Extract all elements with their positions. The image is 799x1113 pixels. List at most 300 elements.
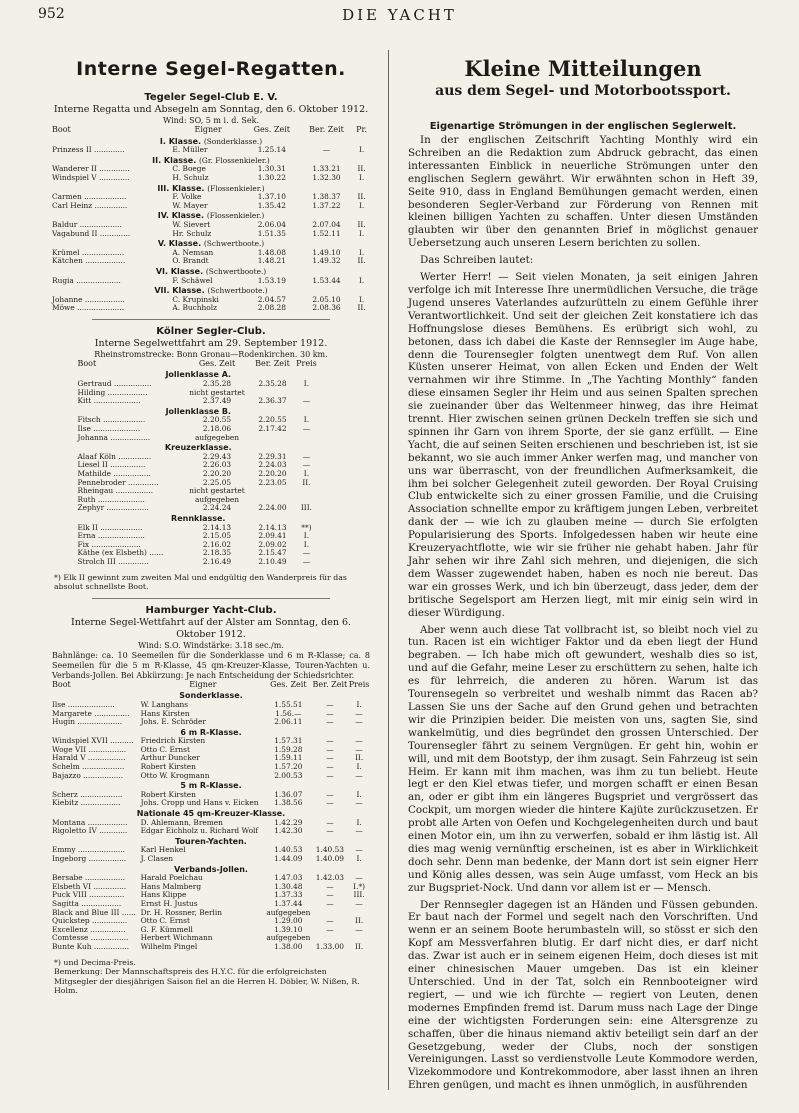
value-cell: aufgegeben — [195, 432, 240, 442]
table-row — [52, 799, 370, 808]
value-cell: 2.20.20 — [258, 469, 287, 478]
club-title: Hamburger Yacht-Club. — [145, 604, 277, 616]
column-header: Ber. Zeit — [309, 125, 344, 134]
table-row — [77, 397, 319, 406]
value-cell: W. Sievert — [172, 219, 211, 229]
boat-cell: Vagabund II ............. — [52, 228, 131, 238]
boat-cell: Quickstep ............... — [52, 916, 128, 926]
value-cell: — — [302, 460, 311, 470]
boat-cell: Rigoletto IV ............ — [52, 826, 128, 836]
value-cell: — — [326, 744, 334, 754]
boat-cell: Hugin ................... — [52, 717, 123, 727]
class-heading: Verbands-Jollen. — [174, 864, 248, 874]
boat-cell: Carmen .................. — [52, 192, 127, 202]
results-table-hamburger — [52, 681, 370, 952]
value-cell: — — [355, 826, 363, 836]
column-header: Boot — [52, 125, 71, 134]
value-cell: H. Schulz — [172, 172, 209, 182]
value-cell: II. — [357, 219, 366, 229]
article-paragraph: In der englischen Zeitschrift Yachting Monthly wird ein Schreiben an die Redaktion zum Abdruck gebracht, das einen interessanten Einblick in neuerliche Strömungen unter den englischen Seglern gewährt. Wir erwähnten schon in Heft 39, Seite 910, dass in England Bemühungen gemacht werden, einen besonderen Segler-Verband zur Förderung von Rennen mit kleinen billigen Yachten zu schaffen. Unter diesen Umständen glaubten wir über den genannten Brief in möglichst genauer Uebersetzung auch unseren Lesern berichten zu sollen. — [408, 134, 758, 250]
value-cell: 1.48.21 — [257, 256, 286, 266]
value-cell: A. Buchholz — [172, 303, 218, 313]
boat-cell: Johanne ................. — [52, 294, 125, 304]
value-cell: 1.42.30 — [274, 826, 303, 836]
value-cell: — — [326, 789, 334, 799]
boat-cell: Ruth .................... — [77, 494, 145, 504]
boat-cell: Rheingau ................ — [77, 486, 154, 496]
value-cell: I. — [356, 854, 362, 863]
article-paragraph: Der Rennsegler dagegen ist an Händen und Füssen gebunden. Er baut nach der Formel und segelt nach den Vorschriften. Und wenn er an seinem Boote herumbasteln will, so stösst er sich den Kopf am Messverfahren blutig. Er darf nicht dies, er darf nicht das. Zwar ist auch er in seinem eigenen Heim, doch dieses ist mit einer chinesischen Mauer umgeben. Das ist ein kleiner Unterschied. Und in der Tat, solch ein Rennbooteigner wird regiert, — und wie ich fürchte — regiert von Leuten, denen modernes Empfinden fremd ist. Darum muss nach Lage der Dinge eine der wichtigsten Forderungen sein: eine Altersgrenze zu schaffen, über die hinaus niemand aktiv beteiligt sein darf an der Gesetzgebung, weder der Clubs, noch der sonstigen Vereinigungen. Lasst so verdienstvolle Leute Kommodore werden, Vizekommodore und Kontrekommodore, aber lasst ihnen an ihren Ehren genügen, und macht es ihnen unmöglich, in ausführenden — [408, 898, 758, 1092]
class-heading: II. Klasse. (Gr. Flossenkieler.) — [152, 155, 270, 165]
footnote: *) Elk II gewinnt zum zweiten Mal und endgültig den Wanderpreis für das absolut schnellste Boot. — [54, 572, 347, 592]
boat-cell: Scherz .................. — [52, 789, 123, 799]
table-header-row — [52, 126, 370, 136]
news-title: Kleine Mitteilungen — [464, 56, 702, 81]
boat-cell: Liesel II ............... — [77, 460, 146, 470]
class-heading: Kreuzerklasse. — [164, 443, 232, 453]
value-cell: Robert Kirsten — [140, 789, 196, 799]
class-heading-row — [77, 513, 319, 524]
course-info: Rheinstromstrecke: Bonn Gronau—Rodenkirchen. 30 km. — [94, 349, 328, 359]
value-cell: 1.56.— — [275, 708, 302, 718]
value-cell: — — [326, 770, 334, 780]
value-cell: I. — [358, 172, 365, 182]
table-row — [52, 943, 370, 952]
class-heading: Jollenklasse B. — [165, 406, 231, 416]
value-cell: 1.40.53 — [274, 845, 303, 855]
value-cell: 2.15.05 — [202, 531, 232, 541]
value-cell: 2.08.36 — [312, 303, 341, 313]
wind-info: Wind: S.O. Windstärke: 3.18 sec./m. — [138, 640, 284, 650]
table-row — [52, 772, 370, 781]
boat-cell: Hilding ................. — [77, 387, 148, 397]
value-cell: 1.30.48 — [274, 881, 303, 891]
value-cell: 2.14.13 — [258, 522, 287, 532]
section-rule — [92, 598, 330, 599]
class-note: (Schwertboote.) — [207, 286, 268, 296]
table-header-row — [52, 681, 370, 691]
page-number: 952 — [38, 6, 65, 22]
value-cell: — — [355, 744, 363, 754]
value-cell: II. — [355, 941, 364, 951]
value-cell: Arthur Duncker — [140, 753, 200, 763]
value-cell: II. — [357, 256, 366, 266]
boat-cell: Rugia ................... — [52, 275, 121, 285]
class-heading: IV. Klasse. (Flossenkieler.) — [157, 211, 265, 221]
value-cell: 1.35.42 — [257, 200, 286, 210]
value-cell: I. — [356, 817, 362, 827]
value-cell: 2.29.31 — [258, 451, 287, 461]
value-cell: Edgar Eichholz u. Richard Wolf — [140, 826, 259, 836]
club-subtitle: Interne Regatta und Absegeln am Sonntag, den 6. Oktober 1912. — [53, 104, 369, 115]
class-note: (Schwertboote.) — [203, 239, 265, 249]
class-heading: Sonderklasse. — [179, 691, 243, 701]
page-header — [0, 6, 799, 26]
table-row — [77, 558, 319, 567]
results-table-tegeler — [52, 126, 370, 313]
value-cell: 2.25.05 — [202, 477, 232, 487]
value-cell: 2.15.47 — [258, 548, 287, 558]
value-cell: 1.51.35 — [257, 228, 286, 238]
value-cell: 1.37.44 — [274, 898, 303, 908]
value-cell: 2.05.10 — [312, 294, 341, 304]
value-cell: nicht gestartet — [189, 486, 245, 496]
value-cell: 2.20.55 — [258, 415, 287, 425]
value-cell — [251, 487, 294, 496]
value-cell: III. — [353, 890, 365, 900]
boat-cell: Zephyr .................. — [77, 503, 149, 513]
column-header: Boot — [77, 358, 97, 368]
class-note: (Flossenkieler.) — [207, 183, 265, 193]
value-cell: — — [302, 556, 311, 566]
value-cell: — — [326, 898, 334, 908]
value-cell: 1.33.21 — [312, 164, 341, 174]
running-title: DIE YACHT — [342, 6, 457, 24]
value-cell: I. — [358, 200, 365, 210]
value-cell: 1.48.08 — [257, 247, 286, 257]
class-heading: III. Klasse. (Flossenkieler.) — [157, 183, 265, 193]
value-cell: — — [326, 916, 334, 926]
boat-cell: Wanderer II ............. — [52, 164, 130, 174]
value-cell — [251, 434, 294, 443]
value-cell: 1.40.09 — [315, 854, 344, 863]
value-cell: 2.07.04 — [312, 219, 341, 229]
boat-cell: Mathilde ................ — [77, 469, 151, 478]
boat-cell: Bunte Kuh ............... — [52, 941, 130, 951]
value-cell: — — [302, 424, 311, 434]
club-subtitle: Interne Segel-Wettfahrt auf der Alster am Sonntag, den 6. Oktober 1912. — [70, 616, 352, 640]
value-cell: I. — [358, 294, 365, 304]
boat-cell: Pennebroder ............. — [77, 477, 159, 487]
value-cell: Ernst H. Justus — [140, 898, 198, 908]
value-cell: I. — [358, 247, 365, 257]
class-heading: 6 m R-Klasse. — [180, 727, 242, 737]
value-cell: 1.37.10 — [257, 192, 286, 202]
value-cell: I. — [303, 531, 310, 541]
value-cell: 2.16.02 — [202, 539, 232, 549]
column-header: Ges. Zeit — [198, 358, 236, 368]
boat-cell: Sagitta ................. — [52, 898, 122, 908]
value-cell: — — [326, 717, 334, 727]
value-cell: II. — [357, 192, 366, 202]
value-cell: II. — [355, 753, 364, 763]
boat-cell: Kätchen ................. — [52, 256, 126, 266]
boat-cell: Schelm .................. — [52, 762, 125, 772]
value-cell: 1.57.31 — [274, 736, 303, 746]
value-cell: III. — [300, 503, 312, 513]
value-cell: Hans Malmberg — [140, 881, 202, 891]
class-note: (Flossenkieler.) — [206, 211, 265, 221]
value-cell: 2.29.43 — [202, 451, 232, 461]
class-note: (Schwertboote.) — [205, 266, 267, 276]
boat-cell: Montana ................. — [52, 817, 128, 827]
value-cell: 2.26.03 — [202, 460, 232, 470]
value-cell: aufgegeben — [195, 494, 240, 504]
value-cell: — — [326, 762, 334, 772]
boat-cell: Windspiel XVII .......... — [52, 736, 134, 746]
table-row — [52, 827, 370, 836]
value-cell: 2.09.41 — [258, 531, 287, 541]
value-cell: — — [355, 798, 363, 808]
article-title: Eigenartige Strömungen in der englischen Seglerwelt. — [429, 121, 737, 132]
value-cell — [294, 434, 319, 443]
column-header: Eigner — [189, 679, 217, 689]
value-cell: W. Langhans — [140, 699, 189, 709]
section-rule — [92, 319, 330, 320]
value-cell: 1.30.22 — [257, 172, 286, 182]
boat-cell: Krümel .................. — [52, 247, 125, 257]
class-heading: 5 m R-Klasse. — [180, 781, 242, 791]
boat-cell: Puck VIII ............... — [52, 890, 125, 900]
table-row — [52, 304, 370, 313]
value-cell: 2.18.06 — [202, 424, 232, 434]
boat-cell: Carl Heinz .............. — [52, 200, 128, 210]
boat-cell: Windspiel V ............. — [52, 172, 130, 182]
value-cell: 1.33.00 — [315, 941, 344, 951]
value-cell: 1.49.32 — [312, 256, 341, 266]
boat-cell: Bersabe ................. — [52, 873, 125, 883]
value-cell: 1.57.20 — [274, 762, 303, 772]
column-divider — [388, 50, 389, 1090]
value-cell: 1.44.09 — [274, 854, 303, 863]
article-body — [408, 134, 758, 1092]
value-cell: II. — [357, 303, 366, 313]
boat-cell: Gertraud ................ — [77, 379, 152, 389]
value-cell: Johs. Cropp und Hans v. Eicken — [140, 798, 259, 808]
value-cell: I. — [303, 469, 310, 478]
boat-cell: Käthe (ex Elsbeth) ...... — [77, 548, 164, 558]
value-cell: 2.10.49 — [258, 556, 287, 566]
column-header: Ber. Zeit — [312, 679, 348, 689]
value-cell: 1.37.33 — [274, 890, 303, 900]
value-cell: 2.24.00 — [258, 503, 287, 513]
boat-cell: Johanna ................. — [77, 432, 151, 442]
value-cell: — — [355, 924, 363, 934]
class-heading: Jollenklasse A. — [165, 370, 232, 380]
column-header: Preis — [348, 679, 370, 689]
boat-cell: Erna .................... — [77, 531, 145, 541]
value-cell: O. Brandt — [172, 256, 209, 266]
column-header: Boot — [52, 679, 71, 689]
value-cell: 2.00.53 — [274, 770, 303, 780]
value-cell: 1.40.53 — [315, 845, 344, 855]
boat-cell: Elk II .................. — [77, 522, 143, 532]
value-cell: W. Mayer — [172, 200, 208, 210]
value-cell: E. Müller — [172, 145, 208, 155]
value-cell: 2.08.28 — [257, 303, 286, 313]
value-cell: Hans Klippe — [140, 890, 187, 900]
value-cell: 2.14.13 — [202, 522, 232, 532]
club-title: Tegeler Segel-Club E. V. — [144, 92, 278, 103]
value-cell: — — [302, 451, 311, 461]
value-cell: Herbert Wichmann — [140, 933, 213, 943]
value-cell: 2.36.37 — [258, 396, 287, 406]
value-cell: 2.18.35 — [202, 548, 232, 558]
column-header: Pr. — [356, 125, 368, 134]
article-paragraph: Aber wenn auch diese Tat vollbracht ist, so bleibt noch viel zu tun. Racen ist ein wichtiger Faktor und da eben liegt der Hund begraben. — Ich habe mich oft gewundert, weshalb dies so ist, und auf die Gefahr, meine Leser zu erschüttern zu sehen, halte ich es für lehrreich, die anderen zu hören. Warum ist das Tourensegeln so verbreitet und weshalb nimmt das Racen ab? Lassen Sie uns der Sache auf den Grund gehen und betrachten wir die Prinzipien beider. Die meisten von uns, sagten Sie, sind wankelmütig, und dies begründet den grossen Unterschied. Der Tourensegler fährt zu seinem Vergnügen. Er geht hin, wohin er will, und mit dem Bootstyp, der ihm zusagt. Sein Fahrzeug ist sein Heim. Er kann mit ihm machen, was ihm zu tun beliebt. Heute legt er den Kiel etwas tiefer, und morgen schafft er einen Besan an, oder er gibt ihm ein längeres Bugspriet und vergrössert das Cockpit, um morgen wieder die hintere Kajüte zurückzusetzen. Er probt alle Arten von Oefen und Kochgelegenheiten durch und baut einen Motor ein, um ihn zu verwerfen, sobald er ihm lästig ist. All dies mag wenig vernünftig erscheinen, ist es aber in Wirklichkeit doch sehr. Denn man bedenke, der Mann dort ist sein eigner Herr und König alles dessen, was sein Auge umfasst, vom Heck an bis zur Bugspriet-Nock. Und dann vor allem ist er — Mensch. — [408, 623, 758, 894]
value-cell: — — [302, 396, 311, 406]
footnote: *) und Decima-Preis. — [54, 957, 136, 967]
value-cell: 1.37.22 — [312, 200, 341, 210]
right-column — [408, 50, 758, 1092]
value-cell: — — [355, 873, 363, 883]
value-cell: 1.38.56 — [274, 798, 303, 808]
value-cell: — — [326, 753, 334, 763]
column-header: Ber. Zeit — [255, 358, 290, 368]
value-cell: 1.30.31 — [257, 164, 286, 174]
value-cell: — — [355, 770, 363, 780]
value-cell: Otto C. Ernst — [140, 916, 190, 926]
table-row — [77, 504, 319, 513]
value-cell: 2.37.49 — [202, 396, 232, 406]
value-cell: 1.53.44 — [312, 275, 341, 285]
value-cell: 2.04.57 — [257, 294, 286, 304]
value-cell: 1.29.00 — [274, 916, 303, 926]
value-cell: Wilhelm Pingel — [140, 941, 198, 951]
value-cell: aufgegeben — [266, 907, 311, 917]
value-cell: — — [326, 890, 334, 900]
table-row — [52, 230, 370, 239]
value-cell: I. — [303, 539, 310, 549]
boat-cell: Ilse .................... — [52, 699, 115, 709]
value-cell: — — [355, 708, 363, 718]
class-heading: I. Klasse. (Sonderklasse.) — [159, 136, 263, 146]
value-cell: **) — [301, 522, 312, 532]
value-cell: — — [326, 736, 334, 746]
boat-cell: Prinzess II ............. — [52, 145, 125, 155]
boat-cell: Möwe .................... — [52, 303, 125, 313]
value-cell: F. Schäwel — [172, 275, 213, 285]
boat-cell: Margarete ............... — [52, 708, 130, 718]
value-cell: 2.06.11 — [274, 717, 303, 727]
hamburger-section — [52, 605, 370, 996]
article-paragraph: Das Schreiben lautet: — [420, 254, 534, 267]
value-cell — [294, 487, 319, 496]
table-row — [52, 202, 370, 211]
article-paragraph: Werter Herr! — Seit vielen Monaten, ja seit einigen Jahren verfolge ich mit Interesse Ihre unermüdlichen Versuche, die träge Jugend unseres Vaterlandes aufzurütteln zu einem Gefühle ihrer Verantwortlichkeit. Und seit der gleichen Zeit konstatiere ich das Hoffnungslose dieses Bemühens. Es erübrigt sich wohl, zu betonen, dass ich dabei die Kaste der Rennsegler im Auge habe, denn die Tourensegler folgten unentwegt dem Ruf. Von allen Küsten unserer Heimat, von allen Ecken und Enden der Welt vernahmen wir ihre Stimme. In „The Yachting Monthly“ fanden diese einsamen Segler ihr Heim und aus seinen Spalten sprechen sie zueinander über das Weltenmeer hinweg, das ihre Heimat trennt. Hier zwischen seinen grünen Deckeln treffen sie sich und spinnen ihr Garn von ihrem Sporte, der sie ganz erfüllt. — Eine Yacht, die auf seinen Seiten erschienen und beschrieben ist, ist sie bekannt, wo sie auch immer Anker werfen mag, und mancher von uns war überrascht, von der freundlichen Aufmerksamkeit, die ihm bei solcher Gelegenheit zuteil geworden. Der Royal Cruising Club entwickelte sich zu einer grossen Familie, und die Cruising Association schnellte empor zu kräftigem jungen Leben, verbreitet dank der — wie ich zu glauben meine — durch Sie erfolgten Popularisierung des Sports. Infolgedessen haben wir heute eine Kreuzeryachtflotte, wie wir sie früher nie gehabt haben. Jahr für Jahr sehen wir ihre Zahl sich mehren, und diejenigen, die sich dem Wasser zugewendet haben, haben es noch nie bereut. Das war ein grosses Werk, und ich bin überzeugt, dass jeder, dem der britische Segelsport am Herzen liegt, mit mir einig sein wird in dieser Würdigung. — [408, 271, 758, 619]
value-cell: Johs. E. Schröder — [140, 717, 206, 727]
boat-cell: Emmy .................... — [52, 845, 125, 855]
remark: Bemerkung: Der Mannschaftspreis des H.Y.C. für die erfolgreichsten Mitgsegler der diesjährigen Saison fiel an die Herren H. Döbler, W. Nißen, R. Holm. — [54, 967, 360, 996]
value-cell: 1.59.11 — [274, 753, 303, 763]
value-cell: 2.24.03 — [258, 460, 287, 470]
value-cell: — — [355, 717, 363, 727]
boat-cell: Baldur .................. — [52, 219, 122, 229]
class-note: (Gr. Flossenkieler.) — [199, 155, 270, 165]
boat-cell: Elsbeth VI .............. — [52, 881, 127, 891]
value-cell: 1.25.14 — [257, 145, 286, 155]
boat-cell: Fix ..................... — [77, 539, 141, 549]
boat-cell: Harald V ................ — [52, 753, 126, 763]
value-cell: — — [326, 924, 334, 934]
value-cell: G. F. Kümmell — [140, 924, 193, 934]
boat-cell: Comtesse ................ — [52, 933, 129, 943]
value-cell: I. — [356, 789, 362, 799]
value-cell: 1.42.29 — [274, 817, 303, 827]
value-cell: I. — [356, 699, 362, 709]
value-cell: — — [326, 798, 334, 808]
class-heading: VI. Klasse. (Schwertboote.) — [155, 266, 267, 276]
column-header: Eigner — [194, 125, 222, 134]
value-cell: Robert Kirsten — [140, 762, 196, 772]
value-cell: 2.23.05 — [258, 477, 287, 487]
club-subtitle: Interne Segelwettfahrt am 29. September 1912. — [94, 337, 328, 349]
value-cell: Otto C. Ernst — [140, 744, 190, 754]
section-title: Interne Segel-Regatten. — [76, 58, 346, 80]
boat-cell: Strolch III ............. — [77, 556, 149, 566]
table-header-row — [77, 360, 319, 370]
value-cell: I. — [356, 762, 362, 772]
boat-cell: Kiebitz ................. — [52, 798, 121, 808]
boat-cell: Alaaf Köln .............. — [77, 451, 152, 461]
value-cell: 2.20.55 — [202, 415, 232, 425]
column-header: Ges. Zeit — [253, 125, 291, 134]
boat-cell: Black and Blue III ...... — [52, 907, 136, 917]
value-cell: I. — [358, 145, 365, 155]
value-cell: — — [326, 699, 334, 709]
value-cell: — — [355, 736, 363, 746]
course-length: Bahnlänge: ca. 10 Seemeilen für die Sonderklasse und 6 m R-Klasse; ca. 8 Seemeilen für die 5 m R-Klasse, 45 qm-Kreuzer-Klasse, Touren-Yachten u. Verbands-Jollen. Bei Abkürzung: Je nach Entscheidung der Schiedsrichter. — [52, 650, 370, 680]
value-cell: A. Nemsan — [172, 247, 214, 257]
value-cell: 2.24.24 — [202, 503, 232, 513]
table-row — [52, 174, 370, 183]
value-cell: — — [355, 845, 363, 855]
news-subtitle: aus dem Segel- und Motorbootssport. — [435, 83, 731, 99]
class-heading: Nationale 45 qm-Kreuzer-Klasse. — [136, 809, 286, 819]
boat-cell: Ilse .................... — [77, 424, 141, 434]
value-cell: 1.52.11 — [312, 228, 341, 238]
value-cell: 1.42.03 — [315, 873, 344, 883]
value-cell: I. — [303, 415, 310, 425]
class-heading-row — [52, 266, 370, 277]
value-cell: 1.38.37 — [312, 192, 341, 202]
value-cell: 2.20.20 — [202, 469, 232, 478]
tegeler-section — [52, 92, 370, 313]
class-heading: Touren-Yachten. — [175, 836, 247, 846]
column-header: Preis — [296, 358, 317, 368]
value-cell: 1.39.10 — [274, 924, 303, 934]
value-cell: — — [326, 817, 334, 827]
value-cell: I. — [358, 228, 365, 238]
value-cell: J. Clasen — [140, 854, 174, 863]
table-row — [52, 277, 370, 286]
boat-cell: Kitt .................... — [77, 396, 141, 406]
class-note: (Sonderklasse.) — [203, 136, 263, 146]
value-cell: Friedrich Kirsten — [140, 736, 206, 746]
value-cell: 2.35.28 — [202, 379, 232, 389]
value-cell: 2.35.28 — [258, 379, 287, 389]
class-heading: V. Klasse. (Schwertboote.) — [157, 239, 265, 249]
value-cell: — — [322, 145, 331, 155]
value-cell: 1.36.07 — [274, 789, 303, 799]
value-cell: Harald Poelchau — [140, 873, 203, 883]
table-row — [77, 434, 319, 443]
left-column — [52, 50, 370, 996]
table-row — [52, 257, 370, 266]
value-cell: Hr. Schulz — [172, 228, 212, 238]
boat-cell: Fitsch .................. — [77, 415, 146, 425]
value-cell: 1.53.19 — [257, 275, 286, 285]
value-cell: Hans Kirsten — [140, 708, 190, 718]
value-cell: nicht gestartet — [189, 387, 245, 397]
table-row — [52, 146, 370, 155]
value-cell: I. — [358, 275, 365, 285]
value-cell: — — [302, 548, 311, 558]
value-cell: 1.47.03 — [274, 873, 303, 883]
wind-info: Wind: SO, 5 m i. d. Sek. — [162, 116, 260, 125]
value-cell: 1.38.00 — [274, 941, 303, 951]
value-cell: Otto W. Krogmann — [140, 770, 210, 780]
